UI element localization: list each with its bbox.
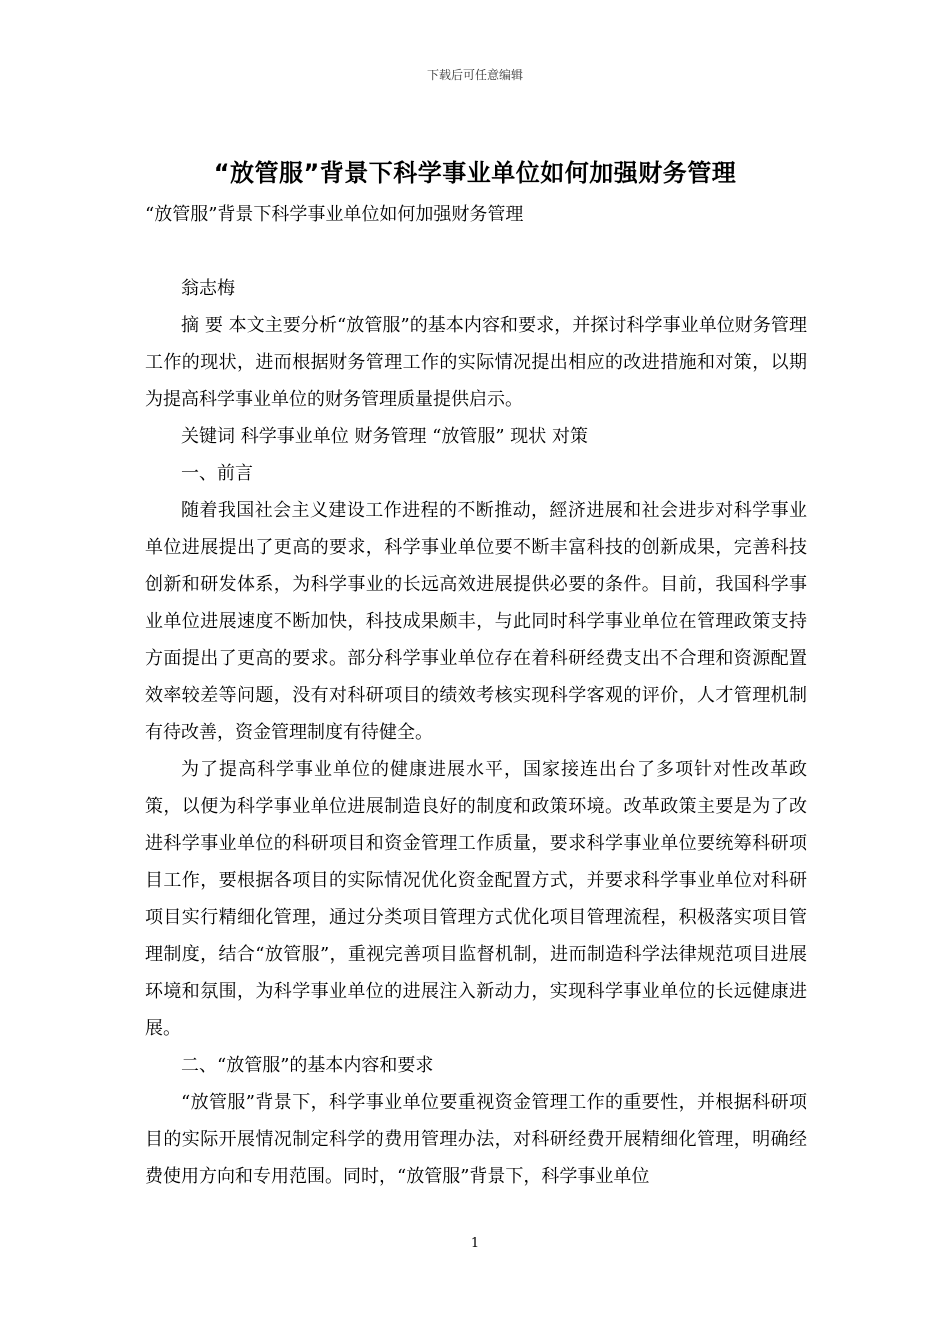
body-paragraph: 为了提高科学事业单位的健康进展水平，国家接连出台了多项针对性改革政策，以便为科学事业单位进展制造良好的制度和政策环境。改革政策主要是为了改进科学事业单位的科研项目和资金管理工作质量，要求科学事业单位要统筹科研项目工作，要根据各项目的实际情况优化资金配置方式，并要求科学事业单位对科研项目实行精细化管理，通过分类项目管理方式优化项目管理流程，积极落实项目管理制度，结合“放管服”，重视完善项目监督机制，进而制造科学法律规范项目进展环境和氛围，为科学事业单位的进展注入新动力，实现科学事业单位的长远健康进展。 bbox=[145, 759, 807, 1039]
page-number: 1 bbox=[470, 1236, 480, 1251]
author-name: 翁志梅 bbox=[181, 278, 235, 299]
section-heading-basic-content: 二、“放管服”的基本内容和要求 bbox=[181, 1055, 434, 1076]
abstract-paragraph: 摘 要 本文主要分析“放管服”的基本内容和要求，并探讨科学事业单位财务管理工作的现状，进而根据财务管理工作的实际情况提出相应的改进措施和对策，以期为提高科学事业单位的财务管理质量提供启示。 bbox=[145, 315, 807, 410]
document-body bbox=[145, 270, 807, 1195]
body-paragraph: 随着我国社会主义建设工作进程的不断推动，經济进展和社会进步对科学事业单位进展提出了更高的要求，科学事业单位要不断丰富科技的创新成果，完善科技创新和研发体系，为科学事业的长远高效进展提供必要的条件。目前，我国科学事业单位进展速度不断加快，科技成果颇丰，与此同时科学事业单位在管理政策支持方面提出了更高的要求。部分科学事业单位存在着科研经费支出不合理和资源配置效率较差等问题，没有对科研项目的绩效考核实现科学客观的评价，人才管理机制有待改善，资金管理制度有待健全。 bbox=[145, 500, 807, 743]
document-title: “放管服”背景下科学事业单位如何加强财务管理 bbox=[213, 159, 737, 187]
body-paragraph: “放管服”背景下，科学事业单位要重视资金管理工作的重要性，并根据科研项目的实际开展情况制定科学的费用管理办法，对科研经费开展精细化管理，明确经费使用方向和专用范围。同时，“放管服”背景下，科学事业单位 bbox=[145, 1092, 807, 1187]
keywords-line: 关键词 科学事业单位 财务管理 “放管服” 现状 对策 bbox=[181, 426, 589, 447]
document-subtitle: “放管服”背景下科学事业单位如何加强财务管理 bbox=[145, 204, 524, 225]
page-header-note: 下载后可任意编辑 bbox=[426, 68, 523, 82]
section-heading-introduction: 一、前言 bbox=[181, 463, 253, 484]
